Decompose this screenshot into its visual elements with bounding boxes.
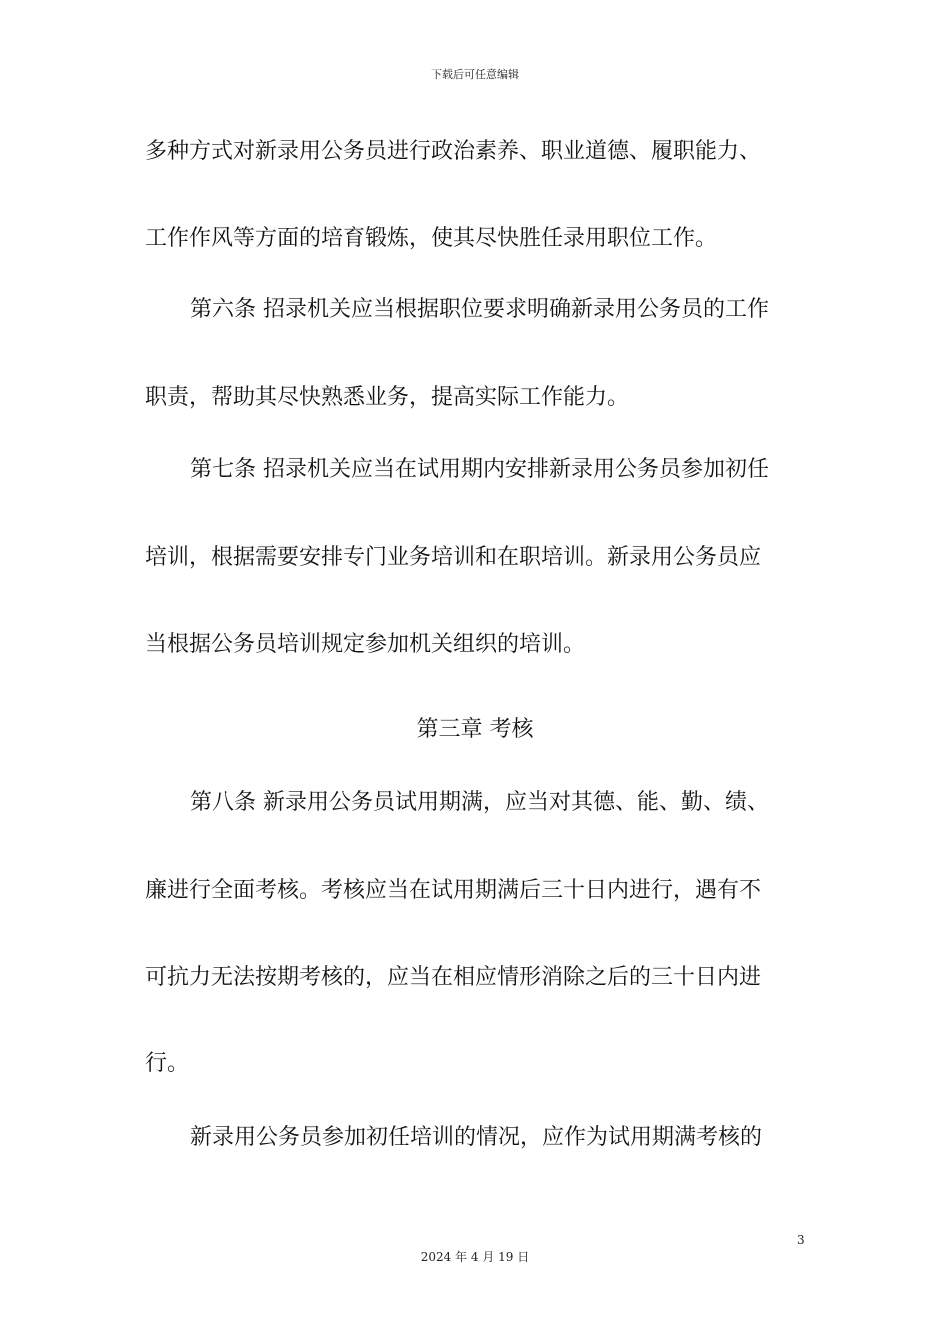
paragraph-line: 行。 xyxy=(145,1051,190,1076)
page-number: 3 xyxy=(797,1233,805,1247)
paragraph-line: 工作作风等方面的培育锻炼，使其尽快胜任录用职位工作。 xyxy=(145,226,718,251)
paragraph-line: 当根据公务员培训规定参加机关组织的培训。 xyxy=(145,632,586,657)
article-seven-line: 第七条 招录机关应当在试用期内安排新录用公务员参加初任 xyxy=(190,457,769,482)
article-eight-line: 第八条 新录用公务员试用期满，应当对其德、能、勤、绩、 xyxy=(190,790,769,815)
paragraph-line: 新录用公务员参加初任培训的情况，应作为试用期满考核的 xyxy=(190,1125,763,1150)
paragraph-line: 可抗力无法按期考核的，应当在相应情形消除之后的三十日内进 xyxy=(145,965,762,990)
footer-date: 2024 年 4 月 19 日 xyxy=(420,1250,530,1264)
article-six-line: 第六条 招录机关应当根据职位要求明确新录用公务员的工作 xyxy=(190,297,769,322)
paragraph-line: 多种方式对新录用公务员进行政治素养、职业道德、履职能力、 xyxy=(145,139,762,164)
page-header: 下载后可任意编辑 xyxy=(431,68,519,81)
paragraph-line: 培训，根据需要安排专门业务培训和在职培训。新录用公务员应 xyxy=(145,545,762,570)
paragraph-line: 廉进行全面考核。考核应当在试用期满后三十日内进行，遇有不 xyxy=(145,878,762,903)
paragraph-line: 职责，帮助其尽快熟悉业务，提高实际工作能力。 xyxy=(145,385,630,410)
chapter-heading: 第三章 考核 xyxy=(416,717,534,742)
